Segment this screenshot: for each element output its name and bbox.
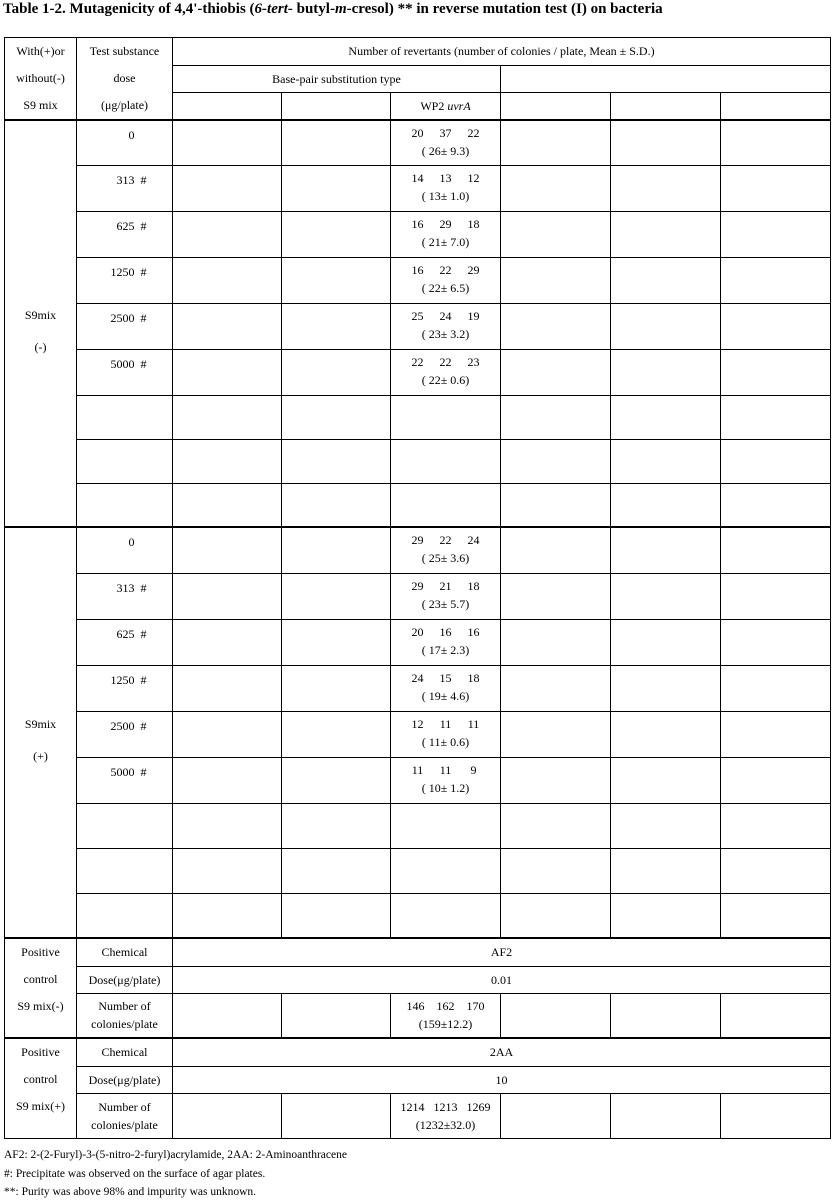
dose-cell: 625 #: [77, 619, 173, 665]
group-label-s9-minus: S9mix (-): [5, 120, 77, 527]
revertant-cell: 24 15 18 ( 19± 4.6): [391, 665, 501, 711]
empty-cell: [173, 395, 282, 439]
dose-cell: 625 #: [77, 211, 173, 257]
empty-cell: [282, 573, 391, 619]
empty-cell: [173, 527, 282, 573]
footnote: #: Precipitate was observed on the surface of agar plates.: [4, 1167, 266, 1180]
empty-cell: [282, 303, 391, 349]
empty-cell: [173, 1093, 282, 1138]
empty-cell: [721, 211, 831, 257]
revertant-cell: 12 11 11 ( 11± 0.6): [391, 711, 501, 757]
empty-cell: [391, 893, 501, 938]
empty-cell: [721, 711, 831, 757]
revertant-cell: 22 22 23 ( 22± 0.6): [391, 349, 501, 395]
strain-empty: [501, 93, 611, 121]
empty-cell: [611, 573, 721, 619]
positive-chemical: 2AA: [173, 1038, 831, 1066]
positive-label-minus: Positive control S9 mix(-): [5, 938, 77, 1038]
empty-cell: [173, 303, 282, 349]
empty-cell: [501, 993, 611, 1038]
empty-cell: [721, 527, 831, 573]
revertant-cell: 16 22 29 ( 22± 6.5): [391, 257, 501, 303]
empty-cell: [282, 527, 391, 573]
strain-empty: [721, 93, 831, 121]
empty-cell: [501, 349, 611, 395]
footnote: **: Purity was above 98% and impurity was unknown.: [4, 1186, 257, 1198]
empty-cell: [611, 665, 721, 711]
empty-cell: [173, 165, 282, 211]
empty-cell: [501, 757, 611, 803]
empty-cell: [173, 573, 282, 619]
empty-cell: [282, 439, 391, 483]
empty-cell: [173, 803, 282, 848]
positive-chemical: AF2: [173, 938, 831, 966]
empty-cell: [721, 395, 831, 439]
dose-cell: 1250 #: [77, 665, 173, 711]
empty-cell: [611, 619, 721, 665]
empty-cell: [391, 848, 501, 893]
empty-cell: [77, 803, 173, 848]
empty-cell: [501, 483, 611, 527]
empty-cell: [721, 848, 831, 893]
empty-cell: [611, 527, 721, 573]
header-s9: With(+)or without(-) S9 mix: [5, 38, 77, 121]
positive-count: 146 162 170 (159±12.2): [391, 993, 501, 1038]
empty-cell: [391, 439, 501, 483]
count-label: Number of colonies/plate: [77, 1093, 173, 1138]
chemical-label: Chemical: [77, 1038, 173, 1066]
empty-cell: [611, 993, 721, 1038]
strain-empty: [282, 93, 391, 121]
empty-cell: [611, 893, 721, 938]
empty-cell: [282, 803, 391, 848]
empty-cell: [721, 665, 831, 711]
empty-cell: [501, 573, 611, 619]
empty-cell: [282, 711, 391, 757]
empty-cell: [501, 120, 611, 165]
empty-cell: [173, 483, 282, 527]
positive-dose: 10: [173, 1066, 831, 1093]
group-label-s9-plus: S9mix (+): [5, 527, 77, 938]
empty-cell: [611, 165, 721, 211]
empty-cell: [173, 848, 282, 893]
empty-cell: [282, 165, 391, 211]
empty-cell: [721, 165, 831, 211]
positive-dose: 0.01: [173, 966, 831, 993]
revertant-cell: 11 11 9 ( 10± 1.2): [391, 757, 501, 803]
empty-cell: [282, 120, 391, 165]
empty-cell: [282, 349, 391, 395]
revertant-cell: 20 37 22 ( 26± 9.3): [391, 120, 501, 165]
empty-cell: [77, 893, 173, 938]
empty-cell: [611, 803, 721, 848]
dose-cell: 1250 #: [77, 257, 173, 303]
dose-label: Dose(μg/plate): [77, 1066, 173, 1093]
empty-cell: [501, 165, 611, 211]
empty-cell: [173, 757, 282, 803]
empty-cell: [611, 257, 721, 303]
empty-cell: [611, 439, 721, 483]
strain-empty: [173, 93, 282, 121]
revertant-cell: 16 29 18 ( 21± 7.0): [391, 211, 501, 257]
table-title: Table 1-2. Mutagenicity of 4,4'-thiobis (6-tert- butyl-m-cresol) ** in reverse mutation test (I) on bacteria: [3, 1, 663, 17]
empty-cell: [501, 395, 611, 439]
empty-cell: [501, 803, 611, 848]
empty-cell: [282, 619, 391, 665]
count-label: Number of colonies/plate: [77, 993, 173, 1038]
empty-cell: [77, 848, 173, 893]
empty-cell: [611, 211, 721, 257]
empty-cell: [611, 395, 721, 439]
empty-cell: [282, 483, 391, 527]
empty-cell: [611, 848, 721, 893]
empty-cell: [721, 893, 831, 938]
dose-cell: 2500 #: [77, 303, 173, 349]
empty-cell: [77, 483, 173, 527]
revertant-cell: 14 13 12 ( 13± 1.0): [391, 165, 501, 211]
empty-cell: [721, 1093, 831, 1138]
revertant-cell: 20 16 16 ( 17± 2.3): [391, 619, 501, 665]
dose-cell: 5000 #: [77, 349, 173, 395]
empty-cell: [721, 619, 831, 665]
strain-empty: [611, 93, 721, 121]
empty-cell: [173, 257, 282, 303]
empty-cell: [173, 211, 282, 257]
dose-cell: 0: [77, 120, 173, 165]
empty-cell: [501, 211, 611, 257]
empty-cell: [611, 120, 721, 165]
empty-cell: [501, 848, 611, 893]
empty-cell: [721, 573, 831, 619]
empty-cell: [282, 1093, 391, 1138]
empty-cell: [173, 711, 282, 757]
positive-count: 1214 1213 1269 (1232±32.0): [391, 1093, 501, 1138]
empty-cell: [173, 349, 282, 395]
dose-cell: 5000 #: [77, 757, 173, 803]
empty-cell: [77, 395, 173, 439]
empty-cell: [721, 483, 831, 527]
dose-cell: 313 #: [77, 573, 173, 619]
empty-cell: [721, 303, 831, 349]
empty-cell: [611, 349, 721, 395]
empty-cell: [173, 619, 282, 665]
footnote: AF2: 2-(2-Furyl)-3-(5-nitro-2-furyl)acrylamide, 2AA: 2-Aminoanthracene: [4, 1149, 347, 1161]
empty-cell: [501, 893, 611, 938]
header-frameshift-empty: [501, 65, 831, 93]
empty-cell: [173, 993, 282, 1038]
dose-cell: 2500 #: [77, 711, 173, 757]
revertant-cell: 25 24 19 ( 23± 3.2): [391, 303, 501, 349]
empty-cell: [721, 803, 831, 848]
empty-cell: [282, 395, 391, 439]
empty-cell: [391, 483, 501, 527]
empty-cell: [282, 757, 391, 803]
empty-cell: [501, 619, 611, 665]
empty-cell: [611, 1093, 721, 1138]
dose-cell: 0: [77, 527, 173, 573]
empty-cell: [611, 711, 721, 757]
empty-cell: [721, 120, 831, 165]
empty-cell: [282, 211, 391, 257]
dose-cell: 313 #: [77, 165, 173, 211]
header-revertants: Number of revertants (number of colonies / plate, Mean ± S.D.): [173, 38, 831, 66]
header-base-pair: Base-pair substitution type: [173, 65, 501, 93]
strain-wp2-uvra: WP2 uvrA: [391, 93, 501, 121]
empty-cell: [501, 303, 611, 349]
empty-cell: [282, 848, 391, 893]
empty-cell: [173, 893, 282, 938]
empty-cell: [77, 439, 173, 483]
positive-label-plus: Positive control S9 mix(+): [5, 1038, 77, 1138]
empty-cell: [721, 257, 831, 303]
empty-cell: [611, 483, 721, 527]
empty-cell: [721, 757, 831, 803]
empty-cell: [501, 711, 611, 757]
empty-cell: [173, 120, 282, 165]
empty-cell: [501, 1093, 611, 1138]
revertant-cell: 29 22 24 ( 25± 3.6): [391, 527, 501, 573]
empty-cell: [501, 665, 611, 711]
empty-cell: [391, 395, 501, 439]
mutagenicity-table: [4, 37, 831, 1139]
empty-cell: [501, 257, 611, 303]
empty-cell: [282, 665, 391, 711]
empty-cell: [721, 439, 831, 483]
empty-cell: [611, 303, 721, 349]
empty-cell: [611, 757, 721, 803]
empty-cell: [721, 993, 831, 1038]
footnotes: [4, 1146, 347, 1202]
header-dose: Test substance dose (μg/plate): [77, 38, 173, 121]
empty-cell: [721, 349, 831, 395]
empty-cell: [501, 439, 611, 483]
chemical-label: Chemical: [77, 938, 173, 966]
revertant-cell: 29 21 18 ( 23± 5.7): [391, 573, 501, 619]
dose-label: Dose(μg/plate): [77, 966, 173, 993]
empty-cell: [173, 439, 282, 483]
empty-cell: [282, 993, 391, 1038]
empty-cell: [391, 803, 501, 848]
empty-cell: [501, 527, 611, 573]
empty-cell: [282, 893, 391, 938]
empty-cell: [173, 665, 282, 711]
empty-cell: [282, 257, 391, 303]
